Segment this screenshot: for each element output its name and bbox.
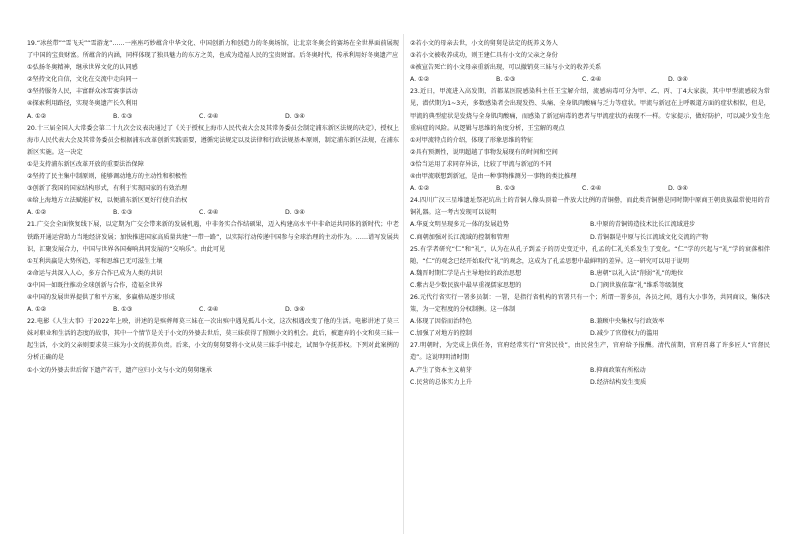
question-22-stem: 22.电影《人生大事》于2022年上映，讲述的是殡葬师莫三妹在一次出殡中遇见孤儿小文，这次相遇改变了他的生活。电影讲述了莫三妹对职业和生活的态度的故事，其中一个情节是关于小文的外婆去世后，莫三妹获得了照顾小文的机会。此后，被遗弃的小文和莫三妹一起生活，小文的父亲则要求莫三妹为小文的抚养负责。后来，小文的舅舅要将小文从莫三妹手中接走，试图争夺抚养权。下列对此案例的分析正确的是 [27,318,399,362]
question-24-option-c: C.商朝加强对长江流域的控制和管理 [410,233,510,241]
question-21-answer-c: C. ②④ [199,306,219,314]
question-23-answers [410,183,770,195]
question-23-answer-d: D. ③④ [668,185,688,193]
question-22-answer-d: D. ③④ [668,76,688,84]
question-19-answer-a: A. ①② [27,112,47,120]
question-21 [27,219,399,316]
question-21-option-2: ②命运与共深入人心，多方合作已成为人类的共识 [27,269,163,277]
question-24-option-a: A.华夏文明呈现多元一体的发展趋势 [410,221,509,229]
question-26-stem: 26.元代行省实行一署多员制：一署，是指行省机构的官署只有一个；所谓一署多员，各员之间，遇有大小事务，共同商议，集体决策，为一定程度的分权制衡。这一体制 [410,293,770,314]
question-23-answer-c: C. ②④ [582,185,602,193]
question-22-option-3: ③若小文被收养成功，则王建仁具有小文的父亲之身份 [410,52,558,60]
question-27-stem: 27.明朝时，为完成上供任务，官府经常实行“官营民役”，由民营生产，官府给予报酬。清代前期，官府召募了许多匠人“官督民造”。这说明明清时期 [410,342,770,362]
question-19-answer-d: D. ③④ [285,112,305,120]
question-25-option-c: C.紫古是少数民族中最早重视儒家思想的 [410,281,522,289]
question-20-answer-a: A. ①② [27,209,47,217]
question-19-answers [27,111,399,123]
question-23-answer-b: B. ①③ [496,185,516,193]
question-24-stem: 24.四川广汉三星堆遗址祭祀坑出土的青铜人像头顶着一件放大比例的青铜罍，而此类青铜罍是同时期中原商王朝贵族最常使用的青铜礼器。这一考古发现可以说明 [410,197,770,217]
question-23-option-2: ②具有预测性，说明超越了事物发展现有的时间和空间 [410,148,558,156]
question-19-option-1: ①弘扬冬奥精神，继承世界文化的认同感 [27,64,138,72]
question-25-option-d: D.门阀世族依靠“礼”维系等级制度 [590,281,684,289]
question-27 [410,340,770,388]
question-20-stem: 20.十三届全国人大常委会第二十九次会议表决通过了《关于授权上海市人民代表大会及其常务委员会制定浦东新区法规的决定》，授权上海市人民代表大会及其常务委员会根据浦东改革创新实践需要，遵循宪法规定以及法律和行政法规基本原则，制定浦东新区法规，在浦东新区实施。这一决定 [27,124,399,156]
question-19-option-2: ②坚持文化自信，文化在交流中走向同一 [27,76,138,84]
question-20 [27,123,399,220]
question-25-stem: 25.有学者研究“仁”和“礼”，认为在从孔子到孟子的历史变迁中，孔孟的仁礼关系发生了变化。“仁”学的兴起与“礼”学的衰落相伴随，“仁”的观念已经开始取代“礼”的观念，这成为了孔孟思想中最鲜明的差异。这一研究可以用于说明 [410,245,770,265]
question-23-option-4: ④由甲流联想到新冠，是由一种事物推测另一事物的类比推理 [410,173,577,181]
question-26-option-a: A.体现了因俗而治特色 [410,318,472,326]
question-24-options [410,219,770,243]
question-20-option-1: ①是支持浦东新区改革开放的重要法治保障 [27,160,144,168]
question-19-option-3: ③坚持服务人民，丰富群众冰雪赛事活动 [27,88,138,96]
question-27-option-d: D.经济结构发生变质 [590,378,647,386]
question-19-answer-b: B. ①③ [113,112,133,120]
question-24-option-b: B.中原的青铜铸造技术比长江流域进步 [590,221,696,229]
question-22-answer-c: C. ②④ [582,76,602,84]
question-26-options [410,316,770,340]
question-19 [27,38,399,123]
question-24-option-d: D.青铜器是中原与长江流域文化交流的产物 [590,233,709,241]
question-21-answer-b: B. ①③ [113,306,133,314]
question-22-continued [410,38,770,86]
question-22 [27,316,399,376]
question-25-option-b: B.唐朝“以礼入法”削弱“礼”的地位 [590,269,684,277]
question-25 [410,244,770,292]
question-23-option-1: ①对甲流特点的介绍，体现了形象思维的特征 [410,136,534,144]
question-22-answers [410,74,770,86]
column-divider [403,34,404,534]
question-24 [410,195,770,243]
question-22-answer-a: A. ①② [410,76,430,84]
question-26-option-b: B.兼顾中央集权与行政效率 [590,318,665,326]
question-27-option-a: A.产生了资本主义萌芽 [410,366,472,374]
question-19-option-4: ④探索利用路径，实现冬奥遗产长久利用 [27,100,138,108]
question-21-answer-d: D. ③④ [285,306,305,314]
question-20-option-3: ③创新了我国的国家结构形式，有利于实现国家的有效治理 [27,185,188,193]
question-22-answer-b: B. ①③ [496,76,516,84]
question-23-option-3: ③恰当运用了求同存异法，比较了甲流与新冠的不同 [410,160,552,168]
right-column [410,38,770,389]
question-21-option-1: ①互利共赢是大势所趋，零和思维已无可滋生土壤 [27,257,163,265]
question-22-option-4: ④被宣告死亡的小文母亲重新出现，可以撤销莫三妹与小文的收养关系 [410,64,602,72]
question-19-answer-c: C. ②④ [199,112,219,120]
question-27-option-b: B.抑商政策有所松动 [590,366,646,374]
question-20-answers [27,207,399,219]
question-21-option-3: ③中国一如既往推动全球创新与合作，造福全世界 [27,281,163,289]
question-22-option-1: ①小文的外婆去世后留下遗产若干，遗产应归小文与小文的舅舅继承 [27,366,212,374]
question-21-answer-a: A. ①② [27,306,47,314]
question-22-option-2: ②若小文的母亲去世，小文的舅舅是法定的抚养义务人 [410,40,558,47]
question-19-stem: 19.“冰丝带”“雪飞天”“雪游龙”……一座座巧妙蕴含中华文化、中国创新力和创造力的冬奥场馆，让北京冬奥会的赛场在全世界面前展现了中国的宝贵财富。所蕴含的内涵，同样体现了独具魅力的东方之美，也成为造福人民的宝贵财富。后冬奥时代，传承利用好冬奥遗产应 [27,40,399,60]
question-21-stem: 21.广交会全面恢复线下展，以定期为广交会带来新的发展机遇，中非务实合作结硕果，迈入构建高水平中非命运共同体的新时代；中老铁路开通运营助力当地经济发展；加快推进国家高质量共建“一带一路”，以实际行动传递中国参与全球治理的主动作为。……谱写发展共识，汇聚发展合力，中国与世界各国奏响共同发展的“交响乐”。由此可见 [27,221,399,253]
question-21-option-4: ④中国的发展世界提供了和平方案，多赢格局逐步形成 [27,293,175,301]
question-23 [410,86,770,195]
question-20-answer-d: D. ③④ [285,209,305,217]
left-column [27,38,399,377]
question-26-option-c: C.加强了对地方的控制 [410,330,472,338]
question-23-answer-a: A. ①② [410,185,430,193]
question-27-options [410,365,770,389]
question-26-option-d: D.减少了官僚权力的滥用 [590,330,659,338]
question-20-answer-b: B. ①③ [113,209,133,217]
question-20-answer-c: C. ②④ [199,209,219,217]
question-25-option-a: A.魏晋时期仁学是占主导地位的政治思想 [410,269,522,277]
question-25-options [410,268,770,292]
question-26 [410,292,770,340]
question-20-option-4: ④给上海地方立法赋能扩权，以便浦东新区更好行使自治权 [27,197,188,205]
question-23-stem: 23.近日，甲流进入高发期，首都某医院感染科主任王宝解介绍，流感病毒可分为甲、乙、丙、丁4大家族，其中甲型流感较为常见，潜伏期为1~3天，多数感染者会出现发热、头痛、全身肌肉酸痛与乏力等症状。甲流与新冠在上呼吸道方面的症状相似，但是，甲流的典型症状是发烧与全身肌肉酸痛，而感染了新冠病毒的患者与甲流症状的表现不一样。专家提示，做好防护，可以减少发生危重病症的风险。从逻辑与思维的角度分析，王宝解的观点 [410,88,770,132]
question-21-answers [27,304,399,316]
question-20-option-2: ②坚持了民主集中制原则，能够调动地方的主动性和积极性 [27,173,188,181]
question-27-option-c: C.民营的总体实力上升 [410,378,472,386]
